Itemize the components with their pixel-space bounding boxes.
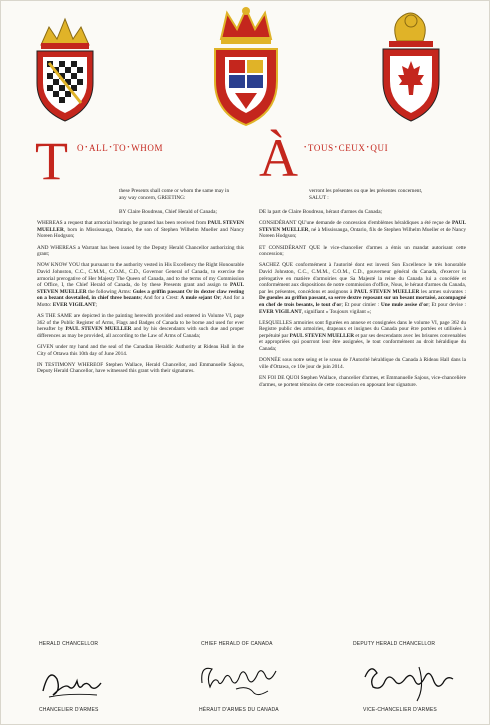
intro-fr (309, 188, 459, 201)
en-paragraph-7: IN TESTIMONY WHEREOF Stephen Wallace, Herald Chancellor, and Emmanuelle Sajous, Deputy Herald Chancellor, have witnessed this grant with their signatures. (37, 361, 244, 375)
heading-fr: ·tous·ceux·qui (303, 139, 389, 154)
fr-paragraph-2: CONSIDÉRANT QU'une demande de concession d'emblèmes héraldiques a été reçue de PAUL STEVEN MUELLER, né à Mississauga, Ontario, fils de Stephen Wilhelm Mueller et de Nancy Noreen Hodgson; (259, 220, 466, 240)
signature-left (39, 661, 109, 703)
heading-fr-initial: À (259, 128, 298, 188)
shield-left-icon (31, 5, 99, 125)
herald-chancellor-label: HERALD CHANCELLOR (39, 641, 99, 647)
english-column (37, 209, 244, 380)
vice-chancelier-label: VICE-CHANCELIER D'ARMES (363, 707, 437, 713)
en-paragraph-1: BY Claire Boudreau, Chief Herald of Canada; (119, 209, 217, 215)
fr-paragraph-6: DONNÉE sous notre seing et le sceau de l'Autorité héraldique du Canada à Rideau Hall dans la ville d'Ottawa, ce 10e jour de juin 2014. (259, 357, 466, 370)
deputy-herald-chancellor-label: DEPUTY HERALD CHANCELLOR (353, 641, 436, 647)
en-paragraph-5: AS THE SAME are depicted in the painting herewith provided and entered in Volume VI, page 362 of the Public Register of Arms, Flags and Badges of Canada to be borne and used for ever hereafter by PAUL STEVEN MUELLER and by his descendants with such due and proper differences as may be provided, all according to the Law of Arms of Canada; (37, 313, 245, 339)
en-paragraph-3: AND WHEREAS a Warrant has been issued by the Deputy Herald Chancellor authorizing this grant; (37, 244, 244, 258)
signature-center (196, 657, 286, 703)
heading-en-initial: T (35, 131, 68, 191)
fr-paragraph-1: DE la part de Claire Boudreau, héraut d'armes du Canada; (259, 209, 383, 215)
shield-center-icon (207, 5, 285, 130)
intro-en-line-2: any way concern, GREETING: (119, 194, 186, 201)
french-column (259, 209, 466, 393)
intro-en-line-1: these Presents shall come or whom the same may in (119, 188, 230, 194)
en-paragraph-6: GIVEN under my hand and the seal of the Canadian Heraldic Authority at Rideau Hall in the City of Ottawa this 10th day of June 2014. (37, 344, 244, 357)
intro-fr-line-1: verront les présentes ou que les présentes concernent, (309, 188, 423, 194)
intro-fr-line-2: SALUT : (309, 194, 329, 201)
heading-en: o·all·to·whom (77, 139, 164, 154)
en-paragraph-2: WHEREAS a request that armorial bearings be granted has been received from PAUL STEVEN MUELLER, born in Mississauga, Ontario, the son of Stephen Wilhelm Mueller and Nancy Noreen Hodgson; (37, 220, 244, 240)
signature-right (359, 657, 459, 705)
en-paragraph-4: NOW KNOW YOU that pursuant to the authority vested in His Excellency the Right Honourable David Johnston, C.C., C.M.M., C.O.M., C.D., Governor General of Canada, to exercise the armorial prerogative of Her Majesty The Queen of Canada, and to the terms of my Commission of Office, I, the Chief Herald of Canada, do by these Presents grant and assign to PAUL STEVEN MUELLER the following Arms: Gules a griffin passant Or its dexter claw resting on a bezant dovetailed, in chief three bezants; And for a Crest: A mule sejant Or; And for a Motto: EVER VIGILANT; (37, 262, 244, 308)
chancelier-darmes-label: CHANCELIER D'ARMES (39, 707, 99, 713)
fr-paragraph-4: SACHEZ QUE conformément à l'autorité dont est investi Son Excellence le très honorable David Johnston, C.C., C.M.M., C.O.M., C.D., gouverneur général du Canada, d'exercer la prérogative en matière d'armoiries que Sa Majesté la reine du Canada lui a concédée et conformément aux dispositions de notre commission d'office, Nous, le héraut d'armes du Canada, par les présentes, concédons et assignons à PAUL STEVEN MUELLER les armes suivantes : De gueules au griffon passant, sa serre dextre reposant sur un besant mortaisé, accompagné en chef de trois besants, le tout d'or; Et pour cimier : Une mule assise d'or; Et pour devise : EVER VIGILANT, signifiant « Toujours vigilant »; (259, 262, 466, 315)
chief-herald-label: CHIEF HERALD OF CANADA (201, 641, 273, 647)
heraut-darmes-label: HÉRAUT D'ARMES DU CANADA (199, 707, 279, 713)
shield-right-icon (377, 5, 445, 125)
fr-paragraph-5: LESQUELLES armoiries sont figurées en annexe et consignées dans le volume VI, page 362 du Registre public des armoiries, drapeaux et insignes du Canada pour être portées et utilisées à perpétuité par PAUL STEVEN MUELLER et par ses descendants avec les brisures convenables et appropriées qui pourront leur être assignées, le tout conformément au droit héraldique du Canada; (259, 319, 467, 353)
intro-en (119, 188, 239, 201)
fr-paragraph-3: ET CONSIDÉRANT QUE le vice-chancelier d'armes a émis un mandat autorisant cette concession; (259, 244, 466, 258)
fr-paragraph-7: EN FOI DE QUOI Stephen Wallace, chancelier d'armes, et Emmanuelle Sajous, vice-chancelière d'armes, se portent témoins de cette concession en apposant leur signature. (259, 375, 466, 388)
